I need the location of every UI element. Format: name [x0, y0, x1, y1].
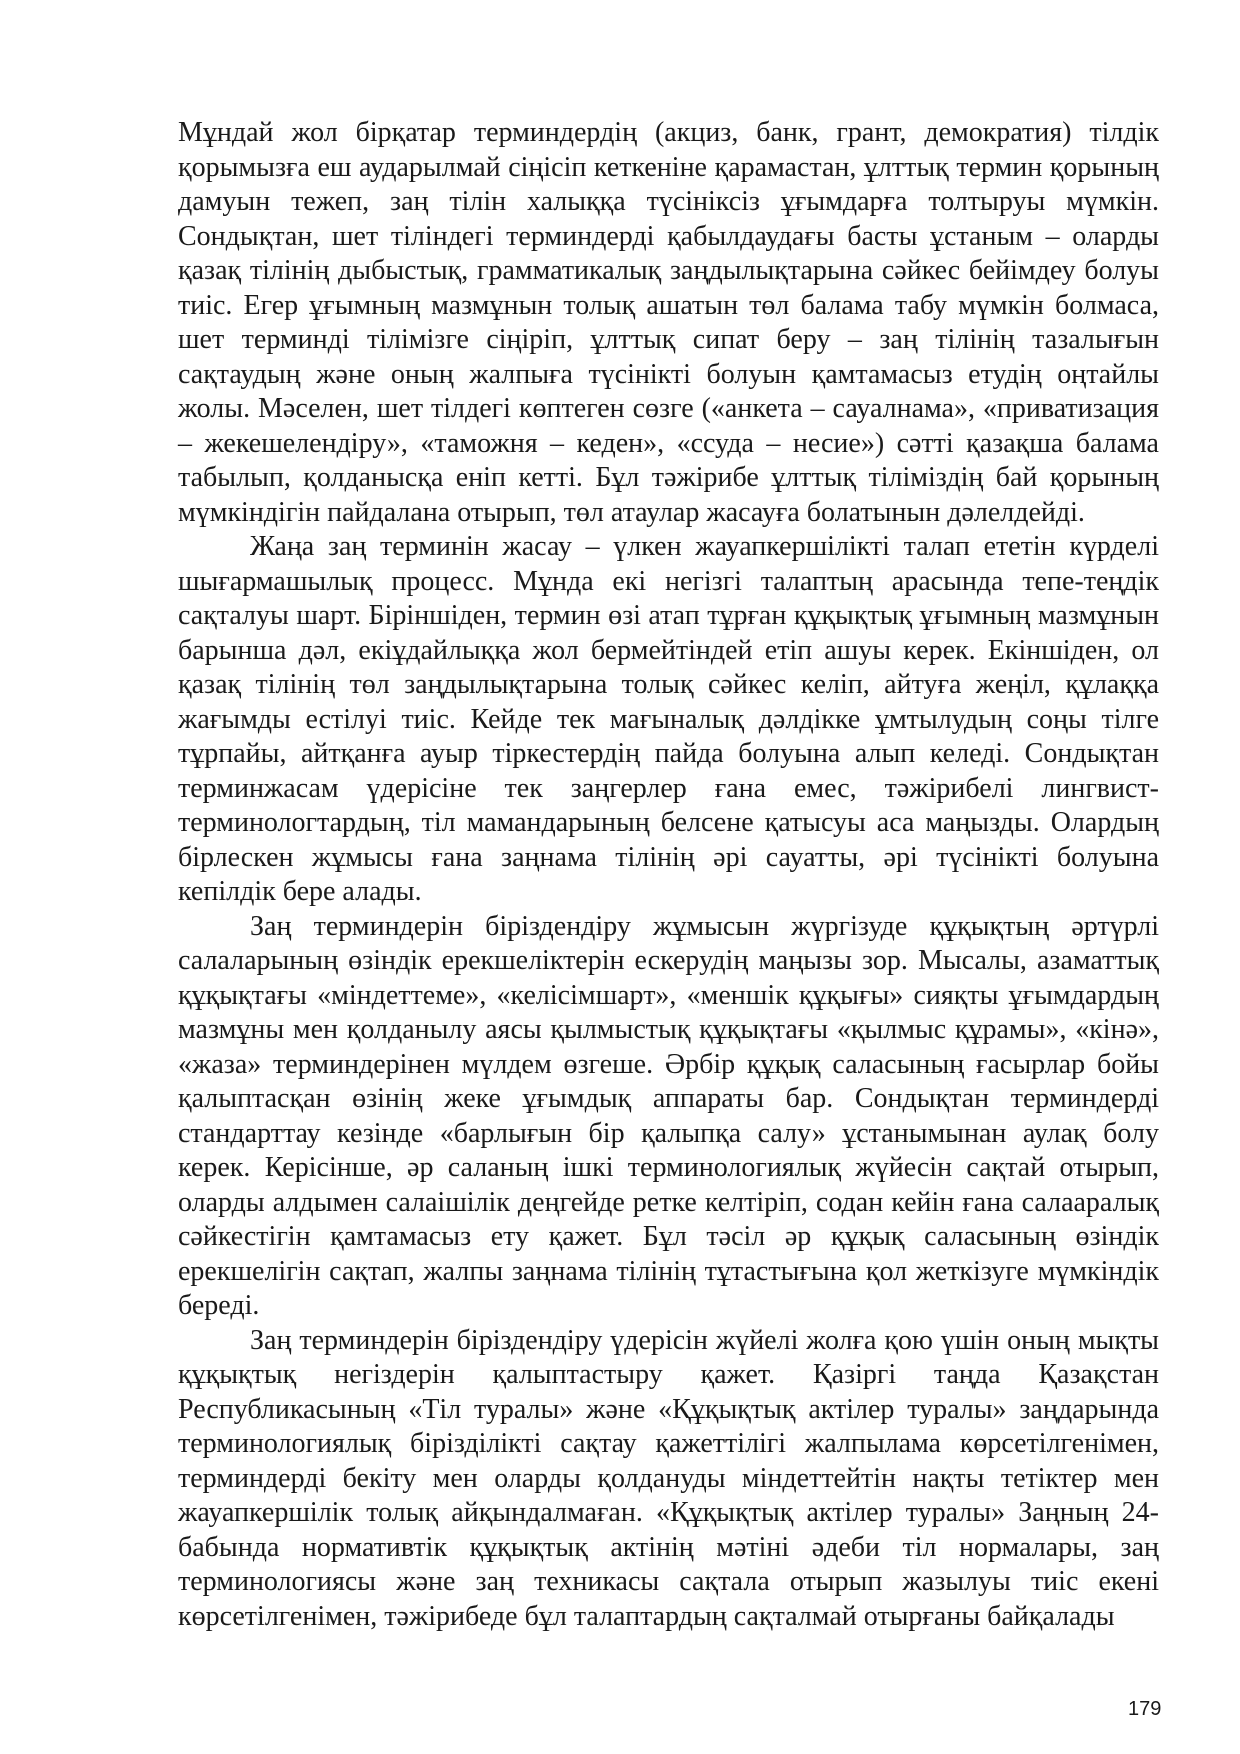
page-number: 179 — [1128, 1698, 1162, 1720]
paragraph-4: Заң терминдерін біріздендіру үдерісін жүйелі жолға қою үшін оның мықты құқықтық негіздерін қалыптастыру қажет. Қазіргі таңда Қазақстан Республикасының «Тіл туралы» және «Құқықтық актілер туралы» заңдарында терминологиялық бірізділікті сақтау қажеттілігі жалпылама көрсетілгенімен, терминдерді бекіту мен оларды қолдануды міндеттейтін нақты тетіктер мен жауапкершілік толық айқындалмаған. «Құқықтық актілер туралы» Заңның 24-бабында нормативтік құқықтық актінің мәтіні әдеби тіл нормалары, заң терминологиясы және заң техникасы сақтала отырып жазылуы тиіс екені көрсетілгенімен, тәжірибеде бұл талаптардың сақталмай отырғаны байқалады — [178, 1324, 1159, 1632]
body-text — [178, 116, 1159, 1634]
paragraph-2: Жаңа заң терминін жасау – үлкен жауапкершілікті талап ететін күрделі шығармашылық процесс. Мұнда екі негізгі талаптың арасында тепе-теңдік сақталуы шарт. Біріншіден, термин өзі атап тұрған құқықтық ұғымның мазмұнын барынша дәл, екіұдайлыққа жол бермейтіндей етіп ашуы керек. Екіншіден, ол қазақ тілінің төл заңдылықтарына толық сәйкес келіп, айтуға жеңіл, құлаққа жағымды естілуі тиіс. Кейде тек мағыналық дәлдікке ұмтылудың соңы тілге тұрпайы, айтқанға ауыр тіркестердің пайда болуына алып келеді. Сондықтан терминжасам үдерісіне тек заңгерлер ғана емес, тәжірибелі лингвист-терминологтардың, тіл мамандарының белсене қатысуы аса маңызды. Олардың бірлескен жұмысы ғана заңнама тілінің әрі сауатты, әрі түсінікті болуына кепілдік бере алады. — [178, 531, 1159, 907]
paragraph-1: Мұндай жол бірқатар терминдердің (акциз, банк, грант, демократия) тілдік қорымызға еш аударылмай сіңісіп кеткеніне қарамастан, ұлттық термин қорының дамуын тежеп, заң тілін халыққа түсініксіз ұғымдарға толтыруы мүмкін. Сондықтан, шет тіліндегі терминдерді қабылдаудағы басты ұстаным – оларды қазақ тілінің дыбыстық, грамматикалық заңдылықтарына сәйкес бейімдеу болуы тиіс. Егер ұғымның мазмұнын толық ашатын төл балама табу мүмкін болмаса, шет терминді тілімізге сіңіріп, ұлттық сипат беру – заң тілінің тазалығын сақтаудың және оның жалпыға түсінікті болуын қамтамасыз етудің оңтайлы жолы. Мәселен, шет тілдегі көптеген сөзге («анкета – сауалнама», «приватизация – жекешелендіру», «таможня – кеден», «ссуда – несие») сәтті қазақша балама табылып, қолданысқа еніп кетті. Бұл тәжірибе ұлттық тіліміздің бай қорының мүмкіндігін пайдалана отырып, төл атаулар жасауға болатынын дәлелдейді. — [178, 117, 1159, 528]
paragraph-3: Заң терминдерін біріздендіру жұмысын жүргізуде құқықтың әртүрлі салаларының өзіндік ерекшеліктерін ескерудің маңызы зор. Мысалы, азаматтық құқықтағы «міндеттеме», «келісімшарт», «меншік құқығы» сияқты ұғымдардың мазмұны мен қолданылу аясы қылмыстық құқықтағы «қылмыс құрамы», «кінә», «жаза» терминдерінен мүлдем өзгеше. Әрбір құқық саласының ғасырлар бойы қалыптасқан өзінің жеке ұғымдық аппараты бар. Сондықтан терминдерді стандарттау кезінде «барлығын бір қалыпқа салу» ұстанымынан аулақ болу керек. Керісінше, әр саланың ішкі терминологиялық жүйесін сақтай отырып, оларды алдымен салаішілік деңгейде ретке келтіріп, содан кейін ғана салааралық сәйкестігін қамтамасыз ету қажет. Бұл тәсіл әр құқық саласының өзіндік ерекшелігін сақтап, жалпы заңнама тілінің тұтастығына қол жеткізуге мүмкіндік береді. — [178, 910, 1159, 1321]
